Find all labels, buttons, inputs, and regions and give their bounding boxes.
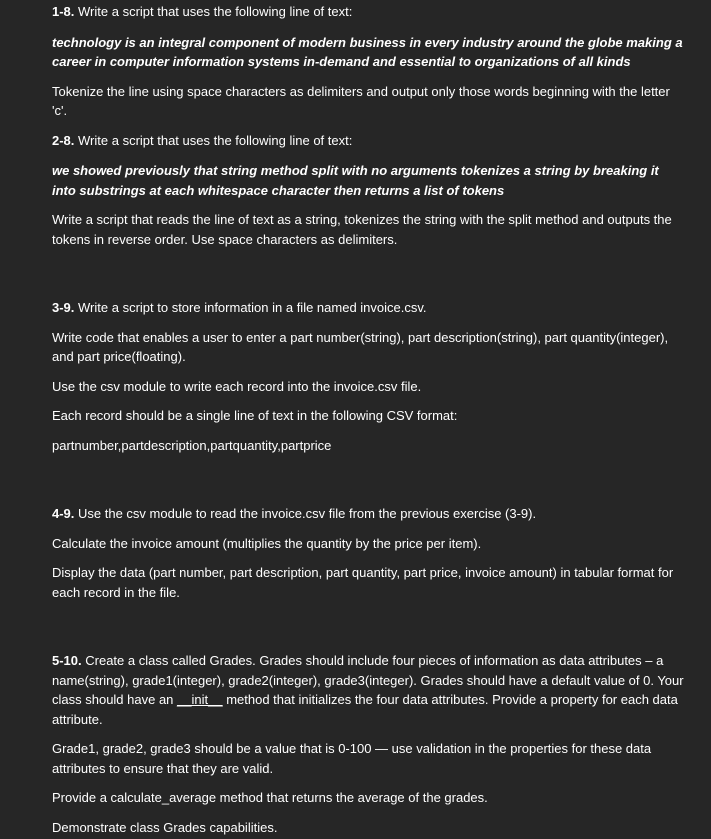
exercise-number: 3-9. [52, 300, 75, 315]
quoted-text: technology is an integral component of modern business in every industry around the globe making a career in computer information systems in-demand and essential to organizations of all kinds [52, 34, 683, 69]
spacer [52, 612, 685, 651]
exercise-title: Use the csv module to read the invoice.csv file from the previous exercise (3-9). [74, 506, 537, 521]
exercise-heading [52, 298, 685, 318]
instruction-text: Use the csv module to write each record into the invoice.csv file. [52, 378, 422, 394]
instruction-text: Tokenize the line using space characters as delimiters and output only those words beginning with the letter 'c'. [52, 83, 670, 118]
spacer [52, 259, 685, 298]
instruction-text: Display the data (part number, part description, part quantity, part price, invoice amount) in tabular format for each record in the file. [52, 565, 674, 600]
exercise-heading [52, 651, 685, 729]
csv-format-text: partnumber,partdescription,partquantity,partprice [52, 437, 332, 453]
exercise-title: Write a script to store information in a file named invoice.csv. [74, 300, 427, 315]
exercise-4-9 [52, 504, 685, 602]
exercise-title: Create a class called Grades. Grades should include four pieces of information as data attributes – a name(string), grade1(integer), grade2(integer), grade3(integer). Grades should have a default value of 0. Your class should have an [52, 653, 684, 707]
instruction-text: Write code that enables a user to enter a part number(string), part description(string), part quantity(integer), and part price(floating). [52, 329, 669, 364]
exercise-number: 4-9. [52, 506, 75, 521]
exercise-number: 1-8. [52, 4, 75, 19]
init-method-text: __init__ [177, 692, 223, 707]
instruction-text: Demonstrate class Grades capabilities. [52, 819, 278, 835]
exercise-5-10 [52, 651, 685, 837]
exercise-heading [52, 131, 685, 151]
exercise-3-9 [52, 298, 685, 455]
exercise-1-8 [52, 2, 685, 121]
exercise-number: 2-8. [52, 132, 75, 148]
exercise-title-continued: method that initializes the four data attributes. Provide a property for each data attribute. [52, 692, 678, 727]
spacer [52, 465, 685, 504]
instruction-text: Calculate the invoice amount (multiplies the quantity by the price per item). [52, 535, 482, 551]
exercise-heading [52, 2, 685, 22]
exercise-title: Write a script that uses the following line of text: [74, 4, 353, 19]
quoted-text: we showed previously that string method split with no arguments tokenizes a string by breaking it into substrings at each whitespace character then returns a list of tokens [52, 163, 659, 198]
instruction-text: Provide a calculate_average method that returns the average of the grades. [52, 790, 488, 805]
exercise-title: Write a script that uses the following line of text: [74, 132, 353, 148]
exercise-number: 5-10. [52, 653, 82, 668]
instruction-text: Write a script that reads the line of text as a string, tokenizes the string with the split method and outputs the tokens in reverse order. Use space characters as delimiters. [52, 212, 672, 247]
exercise-2-8 [52, 131, 685, 250]
exercise-heading [52, 504, 685, 524]
instruction-text: Grade1, grade2, grade3 should be a value that is 0-100 — use validation in the properties for these data attributes to ensure that they are valid. [52, 741, 652, 776]
instruction-text: Each record should be a single line of text in the following CSV format: [52, 408, 458, 423]
